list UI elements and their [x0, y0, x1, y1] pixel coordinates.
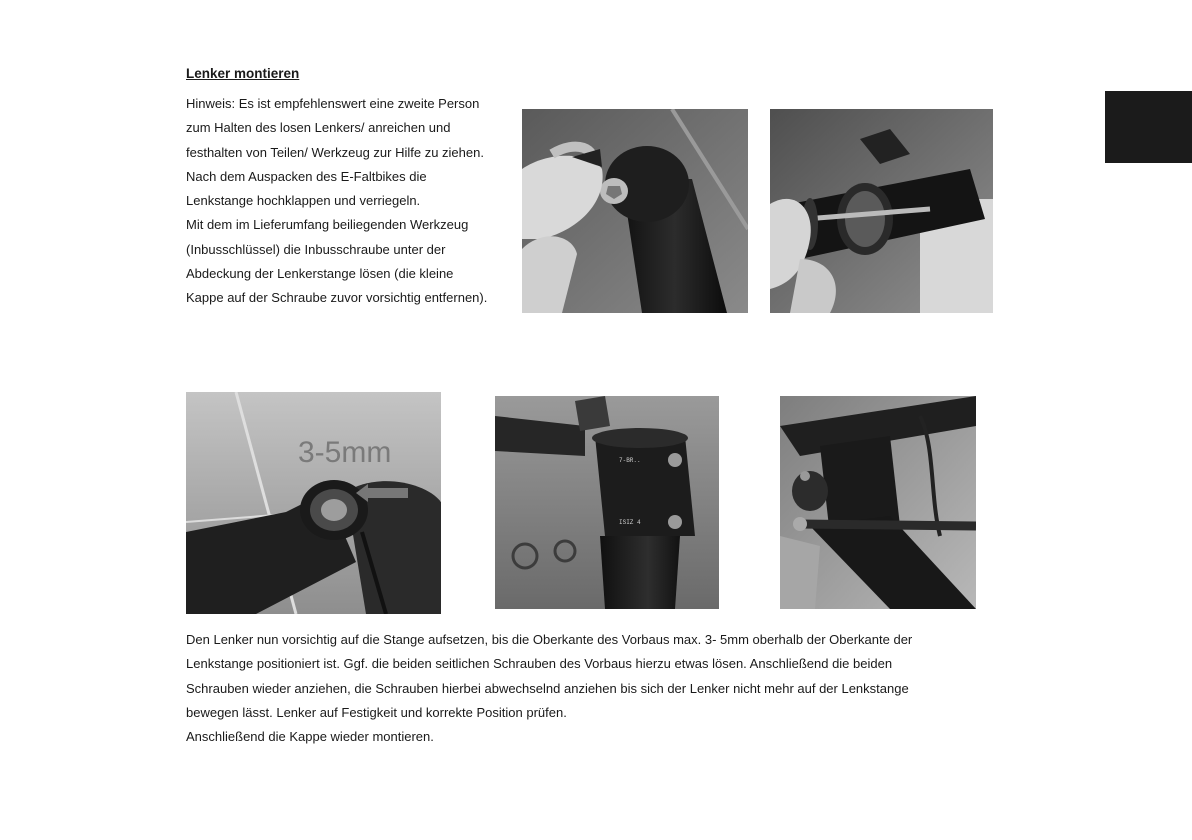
intro-line: Mit dem im Lieferumfang beiliegenden Werkzeug	[186, 217, 469, 233]
photo-stem-clamp	[495, 396, 719, 609]
instruction-paragraph	[186, 628, 976, 749]
section-heading: Lenker montieren	[186, 66, 300, 81]
instruction-line: Lenkstange positioniert ist. Ggf. die beiden seitlichen Schrauben des Vorbaus hierzu etwas lösen. Anschließend die beiden	[186, 656, 893, 672]
intro-line: festhalten von Teilen/ Werkzeug zur Hilfe zu ziehen.	[186, 144, 484, 160]
stem-marking-bottom: ISIZ 4	[619, 519, 641, 526]
chapter-tab	[1105, 91, 1192, 163]
intro-line: Abdeckung der Lenkerstange lösen (die kleine	[186, 266, 454, 282]
intro-line: Kappe auf der Schraube zuvor vorsichtig entfernen).	[186, 290, 488, 306]
intro-line: zum Halten des losen Lenkers/ anreichen und	[186, 120, 451, 136]
photo-stem-gap	[186, 392, 441, 614]
instruction-line: bewegen lässt. Lenker auf Festigkeit und korrekte Position prüfen.	[186, 704, 567, 720]
photo-tightening-bolt	[780, 396, 976, 609]
intro-paragraph	[186, 92, 517, 311]
intro-line: (Inbusschlüssel) die Inbusschraube unter der	[186, 241, 446, 257]
stem-marking-top: 7-BR..	[619, 457, 641, 464]
instruction-line: Schrauben wieder anziehen, die Schrauben hierbei abwechselnd anziehen bis sich der Lenker nicht mehr auf der Lenkstange	[186, 680, 909, 696]
instruction-line: Den Lenker nun vorsichtig auf die Stange aufsetzen, bis die Oberkante des Vorbaus max. 3- 5mm oberhalb der Oberkante der	[186, 632, 913, 647]
measurement-label: 3-5mm	[298, 436, 392, 469]
intro-line: Lenkstange hochklappen und verriegeln.	[186, 193, 421, 209]
photo-bolt-removed	[770, 109, 993, 313]
instruction-line: Anschließend die Kappe wieder montieren.	[186, 729, 434, 745]
photo-cap-removal	[522, 109, 748, 313]
intro-line: Nach dem Auspacken des E-Faltbikes die	[186, 168, 427, 184]
intro-line: Hinweis: Es ist empfehlenswert eine zweite Person	[186, 96, 480, 111]
